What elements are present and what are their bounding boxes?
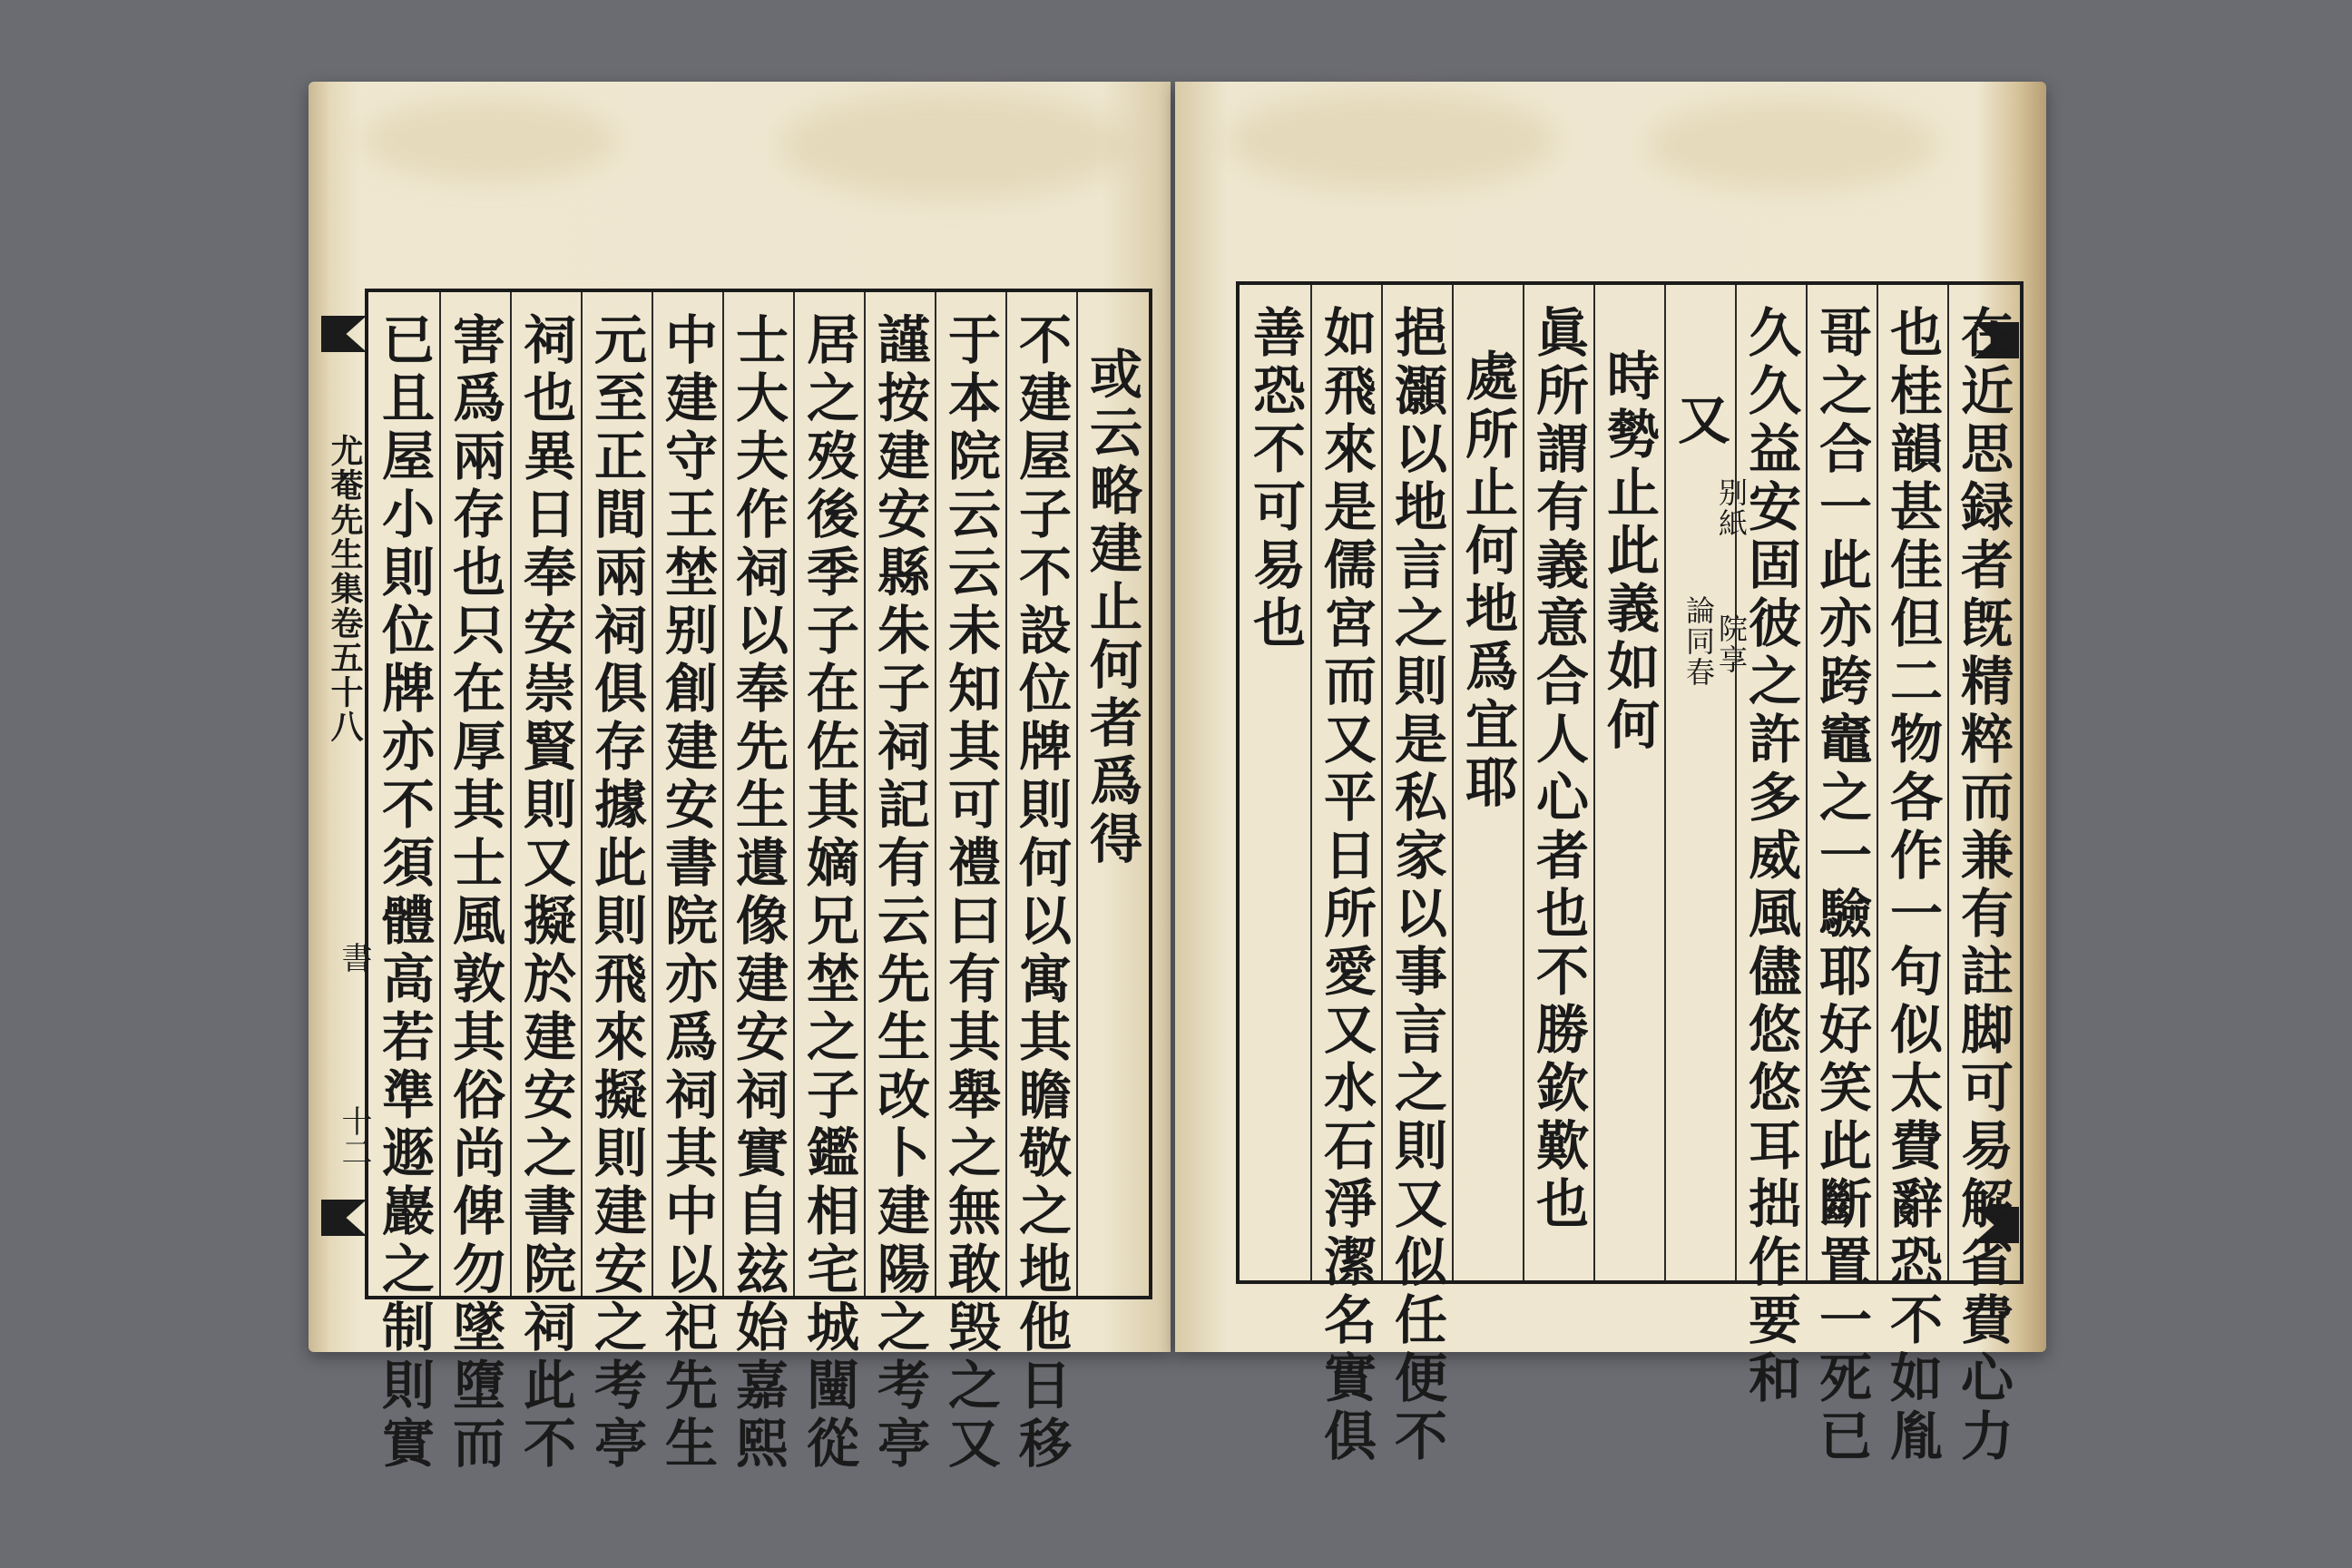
text-column: 哥之合一此亦跨竈之一驗耶好笑此斷置一死已 (1810, 305, 1872, 1466)
text-column: 士大夫作祠以奉先生遺像建安祠實自玆始嘉熙 (727, 312, 789, 1474)
text-column: 或云略建止何者爲得 (1081, 347, 1142, 869)
text-column: 眞所謂有義意合人心者也不勝欽歎也 (1527, 305, 1589, 1234)
text-column: 挹灝以地言之則是私家以事言之則又似任便不 (1386, 305, 1447, 1466)
text-column: 在近思録者旣精粹而兼有註脚可易解省費心力 (1952, 305, 2014, 1466)
text-column: 處所止何地爲宜耶 (1456, 348, 1518, 813)
text-column: 又 (1669, 392, 1730, 450)
text-column: 已且屋小則位牌亦不須體高若準遯巖之制則實 (373, 312, 435, 1474)
page-gutter (326, 289, 372, 1292)
text-block-left (365, 289, 1152, 1474)
fish-tail-ornament (321, 316, 367, 352)
text-column: 如飛來是儒宮而又平日所愛又水石淨潔名實俱 (1315, 305, 1377, 1466)
left-page (309, 82, 1171, 1474)
text-column: 時勢止此義如何 (1598, 348, 1660, 755)
text-column: 謹按建安縣朱子祠記有云先生改卜建陽之考亭 (868, 312, 930, 1474)
text-column: 居之歿後季子在佐其嫡兄埜之子鑑相宅城闉從 (798, 312, 859, 1474)
text-column: 元至正間兩祠俱存據此則飛來擬則建安之考亭 (585, 312, 647, 1474)
text-block-right (1236, 281, 2024, 1466)
text-column: 于本院云云未知其可禮曰有其舉之無敢毁之又 (939, 312, 1001, 1474)
book-title: 尤菴先生集卷五十八 (326, 434, 364, 744)
text-column: 祠也異日奉安崇賢則又擬於建安之書院祠此不 (514, 312, 576, 1474)
text-column: 中建守王埜别創建安書院亦爲祠其中以祀先生 (656, 312, 718, 1474)
fish-tail-ornament (321, 1200, 367, 1236)
text-column: 不建屋子不設位牌則何以寓其瞻敬之地他日移 (1010, 312, 1072, 1474)
text-column: 害爲兩存也只在厚其士風敦其俗尚俾勿墜墮而 (444, 312, 505, 1474)
small-note: 院享 (1714, 613, 1749, 675)
section-label: 書 (336, 942, 372, 973)
small-note: 别紙 (1714, 477, 1749, 539)
page-number: 十二 (336, 1105, 372, 1167)
small-note: 論同春 (1681, 595, 1716, 688)
text-column: 也桂韻甚佳但二物各作一句似太費辭恐不如胤 (1881, 305, 1943, 1466)
text-column: 久久益安固彼之許多威風儘悠悠耳拙作要和 (1740, 305, 1801, 1408)
text-column: 善恐不可易也 (1244, 305, 1306, 653)
open-book (309, 82, 2046, 1474)
